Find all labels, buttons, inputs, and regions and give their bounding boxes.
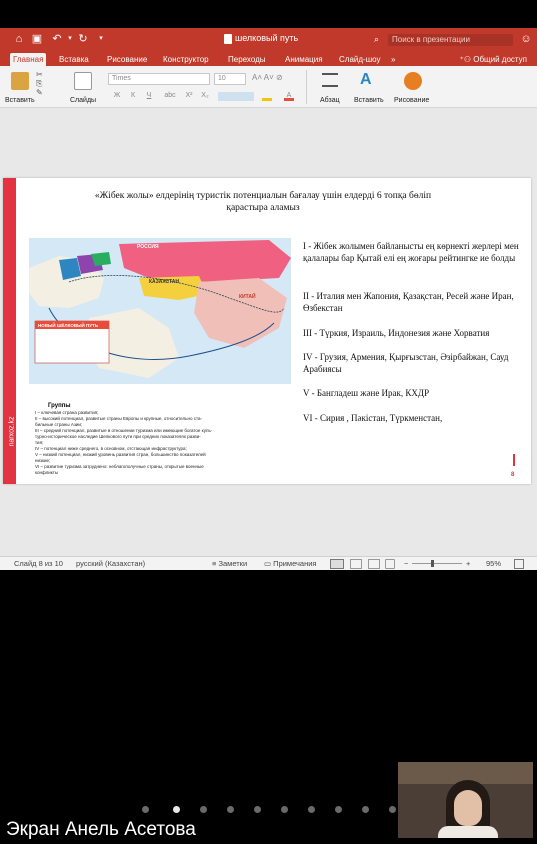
underline-button[interactable]: Ч — [146, 92, 152, 99]
language-indicator[interactable]: русский (Казахстан) — [76, 559, 146, 568]
format-painter-icon[interactable]: ✎ — [36, 88, 43, 97]
undo-dropdown-icon[interactable]: ▾ — [68, 35, 72, 42]
tab-draw[interactable]: Рисование — [107, 55, 148, 64]
cut-icon[interactable]: ✂ — [36, 70, 43, 79]
paragraph-icon — [322, 73, 338, 87]
tab-home[interactable]: Главная — [10, 53, 46, 66]
customize-toolbar-icon[interactable]: ▾ — [99, 35, 103, 42]
document-title: шелковый путь — [235, 33, 299, 43]
legend-line: турно-историческое наследие Шелкового пути при средних показателях разви- — [35, 434, 201, 439]
page-dot-active[interactable] — [173, 806, 180, 813]
slide-sorter-icon[interactable] — [350, 559, 362, 569]
tab-slideshow[interactable]: Слайд-шоу — [339, 55, 381, 64]
normal-view-icon[interactable] — [330, 559, 344, 569]
share-label: Общий доступ — [473, 55, 527, 64]
ribbon-tabs — [0, 51, 537, 66]
title-bar — [0, 28, 537, 51]
search-icon: ⌕ — [374, 34, 380, 44]
slideshow-icon[interactable] — [385, 559, 395, 569]
clipboard-tools — [36, 70, 43, 97]
tab-design[interactable]: Конструктор — [163, 55, 209, 64]
zoom-slider-thumb[interactable] — [431, 560, 434, 567]
insert-button[interactable] — [352, 70, 386, 106]
group-item-2: II - Италия мен Жапония, Қазақстан, Ресей және Иран, Өзбекстан — [303, 291, 514, 313]
tab-transitions[interactable]: Переходы — [228, 55, 266, 64]
page-dot[interactable] — [335, 806, 342, 813]
zoom-slider[interactable] — [412, 563, 462, 564]
ribbon-divider — [306, 70, 307, 104]
map-label-china: КИТАЙ — [239, 294, 256, 300]
zoom-level[interactable]: 95% — [486, 559, 502, 568]
group-item-4: IV - Грузия, Армения, Қырғызстан, Әзірбайжан, Сауд Арабиясы — [303, 352, 509, 374]
group-item-3: III - Түркия, Израиль, Индонезия және Хорватия — [303, 328, 490, 338]
map-graphic — [29, 238, 291, 384]
redo-icon[interactable]: ↻ — [78, 33, 88, 45]
screen-share-caption: Экран Анель Асетова — [6, 819, 196, 840]
slide-counter: Слайд 8 из 10 — [14, 559, 63, 568]
document-icon — [224, 34, 232, 44]
legend-line: IV – потенциал ниже среднего, в основном, отстающая инфраструктура; — [35, 446, 187, 451]
legend-line: I – ключевая страна развития; — [35, 410, 99, 415]
slide-marker — [513, 454, 515, 466]
feedback-icon[interactable]: ☺ — [520, 33, 532, 45]
status-bar — [0, 556, 537, 570]
save-icon[interactable]: ▣ — [31, 33, 43, 45]
zoom-out-icon[interactable]: − — [404, 559, 409, 568]
slide-canvas[interactable] — [0, 108, 537, 556]
shapes-icon — [404, 72, 422, 90]
text-effects-icon[interactable] — [218, 92, 254, 101]
highlight-icon[interactable] — [262, 92, 272, 101]
font-size-tools[interactable]: A˄ A˅ ⊘ — [252, 73, 283, 82]
map-legend-title: НОВЫЙ ШЁЛКОВЫЙ ПУТЬ — [38, 323, 98, 328]
participant-face — [454, 790, 482, 826]
page-dot[interactable] — [142, 806, 149, 813]
comments-label: Примечания — [273, 559, 317, 568]
slide-number: 8 — [511, 472, 515, 478]
copy-icon[interactable]: ⎘ — [36, 79, 43, 88]
subscript-button[interactable]: X₂ — [201, 92, 209, 99]
tab-insert[interactable]: Вставка — [59, 55, 89, 64]
participant-shirt — [438, 826, 498, 838]
page-dot[interactable] — [362, 806, 369, 813]
superscript-button[interactable]: X² — [185, 92, 193, 99]
legend-line: V – низкий потенциал, низкий уровень развития стран, большинство показателей — [35, 452, 206, 457]
slide[interactable] — [3, 178, 531, 484]
undo-icon[interactable]: ↶ — [52, 33, 62, 45]
legend-line: VI – развитие туризма затруднено: неблагополучные страны, открытые военные — [35, 464, 204, 469]
page-dot[interactable] — [281, 806, 288, 813]
legend-line: бильные страны Азии; — [35, 422, 83, 427]
clipboard-icon — [11, 72, 29, 90]
font-name-select[interactable]: Times — [108, 73, 210, 85]
paragraph-label: Абзац — [320, 97, 340, 104]
zoom-in-icon[interactable]: + — [466, 559, 471, 568]
font-size-select[interactable]: 10 — [214, 73, 246, 85]
silk-road-map[interactable] — [29, 238, 291, 384]
drawing-label: Рисование — [394, 97, 430, 104]
strikethrough-button[interactable]: abc — [164, 92, 176, 99]
legend-heading: Группы — [48, 403, 71, 409]
brand-label: narxoz.kz — [8, 416, 16, 447]
page-dot[interactable] — [308, 806, 315, 813]
paste-label: Вставить — [5, 97, 35, 104]
notes-icon: ≡ — [212, 559, 219, 568]
insert-text-icon: A — [360, 71, 372, 88]
participant-video-thumbnail[interactable] — [398, 762, 533, 838]
search-input[interactable]: Поиск в презентации — [388, 34, 513, 46]
comments-button[interactable] — [264, 559, 316, 569]
page-dot[interactable] — [200, 806, 207, 813]
map-label-kazakhstan: КАЗАХСТАН — [149, 279, 179, 285]
group-item-1: I - Жібек жолымен байланысты ең көрнекті жерлері мен қалалары бар Қытай елі ең жоғары рейтингке ие болды — [303, 241, 519, 263]
ribbon — [0, 66, 537, 108]
notes-label: Заметки — [218, 559, 248, 568]
paste-button[interactable] — [5, 70, 35, 106]
bold-button[interactable]: Ж — [113, 92, 121, 99]
share-button[interactable] — [460, 53, 527, 66]
share-icon: ⁺⚇ — [459, 55, 474, 64]
legend-line: III – средний потенциал, развитые в отношении туризма или имеющие богатое куль- — [35, 428, 213, 433]
new-slide-icon — [74, 72, 92, 90]
home-icon[interactable]: ⌂ — [15, 33, 23, 45]
page-dot[interactable] — [227, 806, 234, 813]
legend-line: II – высокий потенциал, развитые страны Европы и крупные, относительно ста- — [35, 416, 202, 421]
reading-view-icon[interactable] — [368, 559, 380, 569]
slides-label: Слайды — [70, 97, 97, 104]
comments-icon: ▭ — [264, 559, 274, 568]
legend-line: тия; — [35, 440, 44, 445]
notes-button[interactable] — [212, 559, 247, 569]
legend-line: низкие; — [35, 458, 51, 463]
slides-button[interactable] — [66, 70, 100, 106]
page-dot[interactable] — [389, 806, 396, 813]
italic-button[interactable]: К — [130, 92, 136, 99]
slide-title[interactable]: «Жібек жолы» елдерінің туристік потенциалын бағалау үшін елдерді 6 топқа бөліп қарастыра аламыз — [94, 191, 432, 213]
map-label-russia: РОССИЯ — [137, 244, 159, 250]
tab-animations[interactable]: Анимация — [285, 55, 323, 64]
page-dot[interactable] — [254, 806, 261, 813]
group-item-5: V - Бангладеш және Ирак, КХДР — [303, 388, 430, 398]
fit-to-window-icon[interactable] — [514, 559, 524, 569]
font-color-icon[interactable]: A — [284, 92, 294, 101]
group-item-6: VI - Сирия , Пәкістан, Түркменстан, — [303, 413, 443, 423]
brand-bar — [3, 178, 16, 484]
tab-more[interactable]: » — [391, 55, 396, 64]
insert-label: Вставить — [354, 97, 384, 104]
legend-line: конфликты — [35, 470, 59, 475]
drawing-button[interactable] — [394, 70, 434, 106]
paragraph-button[interactable] — [318, 70, 344, 106]
